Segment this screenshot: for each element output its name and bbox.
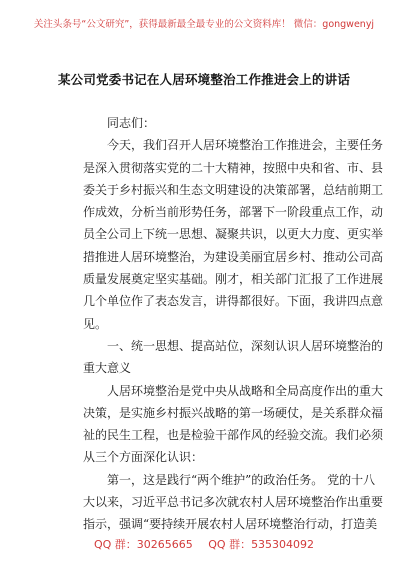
body-line: 第一，这是践行“两个维护”的政治任务。 党的十八 [107,472,376,487]
body-line: 是深入贯彻落实党的二十大精神，按照中央和省、市、县 [83,160,384,175]
body-line: 决策，是实施乡村振兴战略的第一场硬仗，是关系群众福 [83,405,384,420]
body-line: 质量发展奠定坚实基础。刚才，相关部门汇报了工作进展 [83,272,384,287]
body-line: 指示，强调“要持续开展农村人居环境整治行动，打造美 [83,517,378,532]
body-line: 从三个方面深化认识： [83,450,204,465]
body-line: 见。 [83,316,108,331]
header-note: 关注头条号“公文研究”，获得最新最全最专业的公文资料库！ 微信：gongwenyj [33,19,375,30]
body-line: 大以来，习近平总书记多次就农村人居环境整治作出重要 [83,495,384,510]
footer-contact [0,536,408,552]
qq-group-2: QQ 群：535304092 [208,538,315,551]
body-line: 几个单位作了表态发言，讲得都很好。下面，我讲四点意 [83,294,384,309]
salutation: 同志们： [107,116,156,130]
qq-group-1: QQ 群：30265665 [93,538,193,551]
body-line: 委关于乡村振兴和生态文明建设的决策部署，总结前期工 [83,182,384,197]
body-line: 作成效，分析当前形势任务，部署下一阶段重点工作，动 [83,205,384,220]
body-line: 人居环境整治是党中央从战略和全局高度作出的重大 [107,383,384,398]
body-line: 今天，我们召开人居环境整治工作推进会，主要任务 [107,138,384,153]
document-title: 某公司党委书记在人居环境整治工作推进会上的讲话 [57,72,351,87]
document-body [83,112,384,536]
body-line: 措推进人居环境整治，为建设美丽宜居乡村、推动公司高 [83,249,384,264]
body-line: 员全公司上下统一思想、凝聚共识，以更大力度、更实举 [83,227,384,242]
section-heading: 重大意义 [83,361,132,376]
body-line: 祉的民生工程，也是检验干部作风的经验交流。我们必须 [83,428,384,443]
section-heading: 一、统一思想、提高站位，深刻认识人居环境整治的 [107,338,384,353]
